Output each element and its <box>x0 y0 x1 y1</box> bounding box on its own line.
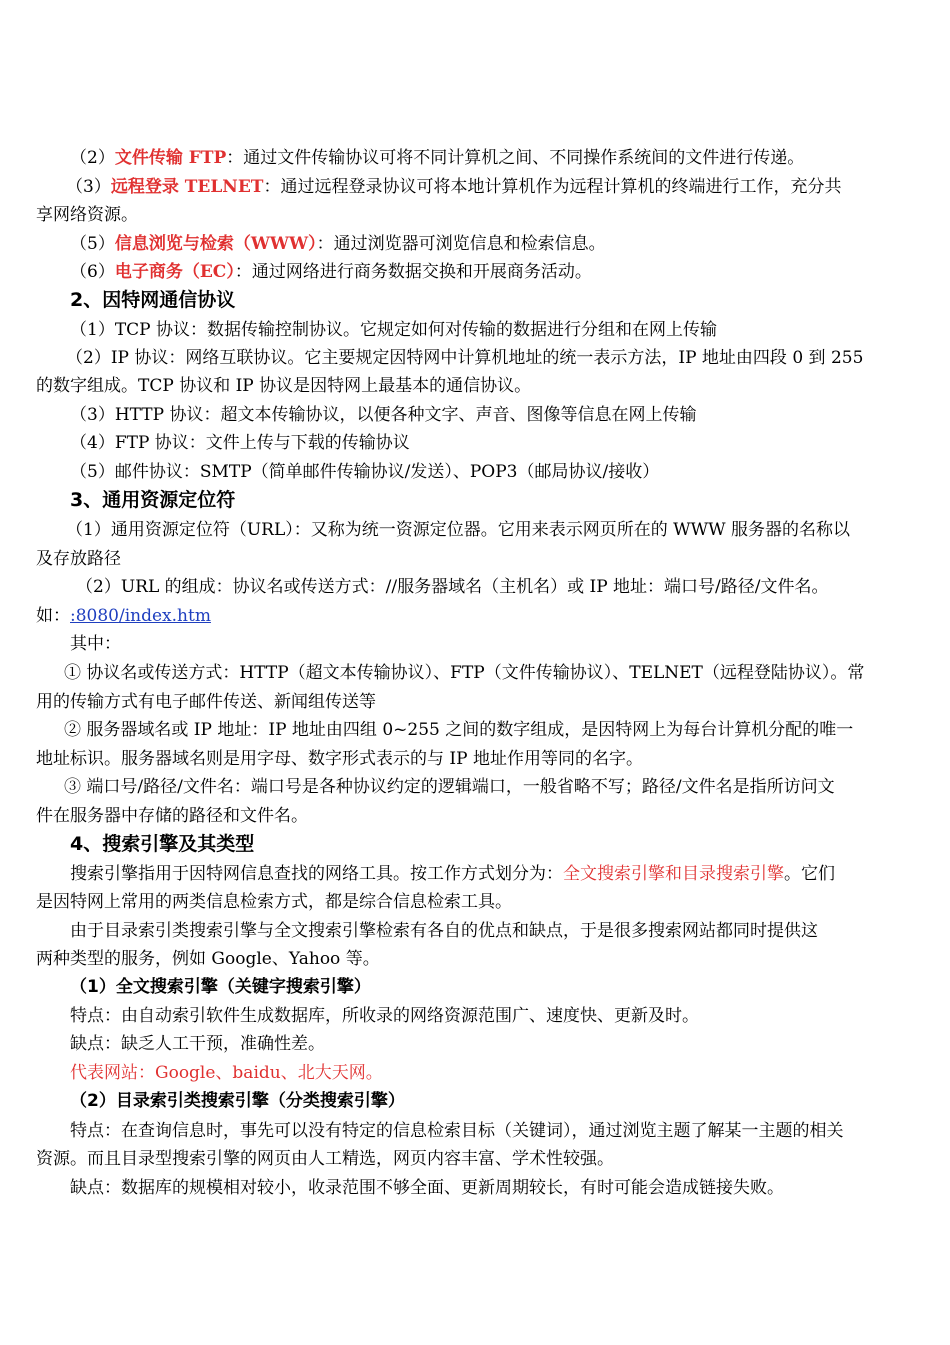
paragraph-ftp-protocol: （4）FTP 协议：文件上传与下载的传输协议 <box>70 433 410 453</box>
item-text: ：通过远程登录协议可将本地计算机作为远程计算机的终端进行工作，充分共 <box>263 177 842 197</box>
paragraph-www <box>70 230 916 258</box>
paragraph-mail: （5）邮件协议：SMTP（简单邮件传输协议/发送）、POP3（邮局协议/接收） <box>70 462 660 482</box>
example-link[interactable]: :8080/index.htm <box>70 606 211 626</box>
subheading-fulltext: （1）全文搜索引擎（关键字搜索引擎） <box>70 977 371 997</box>
item-text: ：通过网络进行商务数据交换和开展商务活动。 <box>234 262 592 282</box>
example-prefix: 如： <box>36 606 70 626</box>
paragraph-directory-drawbacks: 缺点：数据库的规模相对较小，收录范围不够全面、更新周期较长，有时可能会造成链接失败。 <box>70 1178 784 1198</box>
item-prefix: （5） <box>70 234 115 254</box>
paragraph-ec <box>70 258 916 286</box>
heading-url: 3、通用资源定位符 <box>70 489 236 511</box>
paragraph-protocol-name: ① 协议名或传送方式：HTTP（超文本传输协议）、FTP（文件传输协议）、TELNET（远程登陆协议）。常 <box>64 663 865 683</box>
item-text: ：通过浏览器可浏览信息和检索信息。 <box>316 234 606 254</box>
paragraph-http: （3）HTTP 协议：超文本传输协议，以便各种文字、声音、图像等信息在网上传输 <box>70 405 697 425</box>
search-types-highlight: 全文搜索引擎和目录搜索引擎 <box>563 864 784 884</box>
paragraph-fulltext-features: 特点：由自动索引软件生成数据库，所收录的网络资源范围广、速度快、更新及时。 <box>70 1006 699 1026</box>
term-ec: 电子商务（EC） <box>114 262 235 282</box>
paragraph-ip-cont: 的数字组成。TCP 协议和 IP 协议是因特网上最基本的通信协议。 <box>36 376 532 396</box>
paragraph-telnet <box>66 173 912 201</box>
paragraph-port-path: ③ 端口号/路径/文件名：端口号是各种协议约定的逻辑端口，一般省略不写；路径/文件名是指所访问文 <box>64 777 835 797</box>
term-ftp: 文件传输 FTP <box>114 148 227 168</box>
paragraph-protocol-name-cont: 用的传输方式有电子邮件传送、新闻组传送等 <box>36 692 376 712</box>
term-telnet: 远程登录 TELNET <box>110 177 264 197</box>
paragraph-url-def-cont: 及存放路径 <box>36 549 121 569</box>
paragraph-search-def <box>70 860 916 888</box>
paragraph-telnet-cont: 享网络资源。 <box>36 205 138 225</box>
paragraph-directory-features-cont: 资源。而且目录型搜索引擎的网页由人工精选，网页内容丰富、学术性较强。 <box>36 1149 614 1169</box>
item-text: ：通过文件传输协议可将不同计算机之间、不同操作系统间的文件进行传递。 <box>226 148 805 168</box>
subheading-directory: （2）目录索引类搜索引擎（分类搜索引擎） <box>70 1091 405 1111</box>
paragraph-ftp <box>70 144 916 172</box>
paragraph-directory-features: 特点：在查询信息时，事先可以没有特定的信息检索目标（关键词），通过浏览主题了解某一主题的相关 <box>70 1121 844 1141</box>
paragraph-fulltext-drawbacks: 缺点：缺乏人工干预，准确性差。 <box>70 1034 325 1054</box>
item-prefix: （6） <box>70 262 115 282</box>
paragraph-url-def: （1）通用资源定位符（URL）：又称为统一资源定位器。它用来表示网页所在的 WWW 服务器的名称以 <box>66 520 850 540</box>
item-prefix: （2） <box>70 148 115 168</box>
paragraph-representative-sites: 代表网站：Google、baidu、北大天网。 <box>70 1063 383 1083</box>
paragraph-server-domain-cont: 地址标识。服务器域名则是用字母、数字形式表示的与 IP 地址作用等同的名字。 <box>36 749 643 769</box>
search-def-tail: 。它们 <box>784 864 835 884</box>
paragraph-among: 其中： <box>70 634 121 654</box>
heading-search-engines: 4、搜索引擎及其类型 <box>70 833 255 855</box>
term-www: 信息浏览与检索（WWW） <box>114 234 317 254</box>
search-def-text: 搜索引擎指用于因特网信息查找的网络工具。按工作方式划分为： <box>70 864 563 884</box>
item-prefix: （3） <box>66 177 111 197</box>
paragraph-example <box>36 602 916 630</box>
paragraph-url-parts: （2）URL 的组成：协议名或传送方式：//服务器域名（主机名）或 IP 地址：端口号/路径/文件名。 <box>76 577 829 597</box>
paragraph-port-path-cont: 件在服务器中存储的路径和文件名。 <box>36 806 308 826</box>
paragraph-search-def-cont: 是因特网上常用的两类信息检索方式，都是综合信息检索工具。 <box>36 892 512 912</box>
paragraph-server-domain: ② 服务器域名或 IP 地址：IP 地址由四组 0~255 之间的数字组成，是因特网上为每台计算机分配的唯一 <box>64 720 854 740</box>
paragraph-search-both: 由于目录索引类搜索引擎与全文搜索引擎检索有各自的优点和缺点，于是很多搜索网站都同时提供这 <box>70 921 818 941</box>
heading-protocols: 2、因特网通信协议 <box>70 289 236 311</box>
paragraph-tcp: （1）TCP 协议：数据传输控制协议。它规定如何对传输的数据进行分组和在网上传输 <box>70 320 718 340</box>
paragraph-ip: （2）IP 协议：网络互联协议。它主要规定因特网中计算机地址的统一表示方法，IP 地址由四段 0 到 255 <box>66 348 864 368</box>
paragraph-search-both-cont: 两种类型的服务，例如 Google、Yahoo 等。 <box>36 949 380 969</box>
